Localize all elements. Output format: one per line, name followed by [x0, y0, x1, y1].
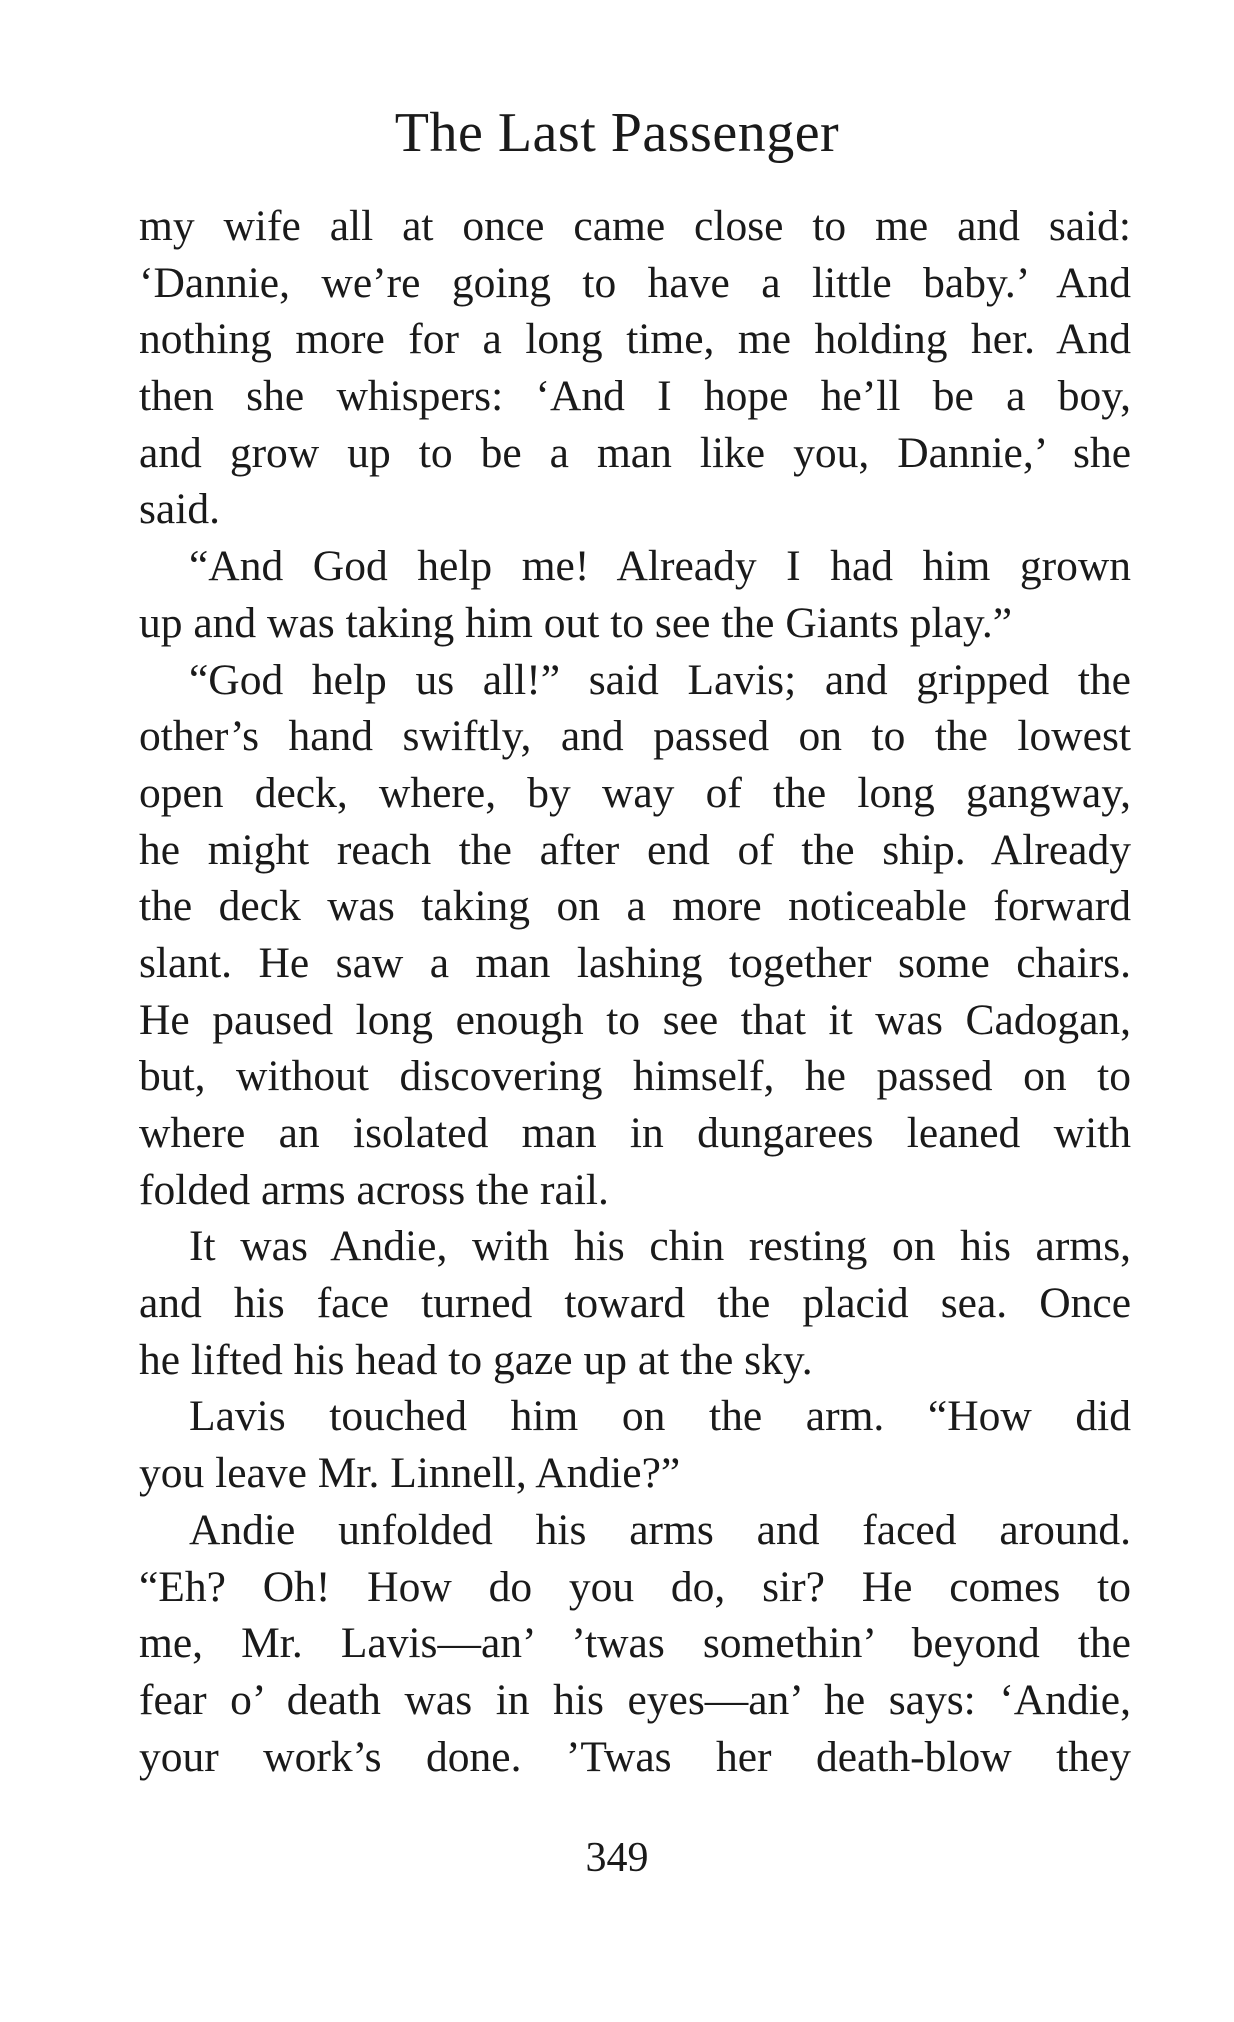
text-line: nothing more for a long time, me holding her. And: [139, 315, 1131, 364]
text-line: ‘Dannie, we’re going to have a little baby.’ And: [139, 258, 1131, 307]
text-line: you leave Mr. Linnell, Andie?”: [139, 1449, 681, 1498]
body-text: [139, 198, 1131, 1785]
text-line: other’s hand swiftly, and passed on to the lowest: [139, 712, 1131, 761]
text-line: He paused long enough to see that it was Cadogan,: [139, 995, 1131, 1044]
text-line: folded arms across the rail.: [139, 1165, 609, 1214]
text-line: open deck, where, by way of the long gangway,: [139, 768, 1131, 817]
text-line: up and was taking him out to see the Giants play.”: [139, 598, 1013, 647]
page-number: 349: [585, 1835, 649, 1881]
text-line: Andie unfolded his arms and faced around.: [189, 1505, 1131, 1554]
text-line: then she whispers: ‘And I hope he’ll be a boy,: [139, 372, 1131, 421]
text-line: he might reach the after end of the ship. Already: [139, 825, 1131, 874]
running-title: The Last Passenger: [394, 102, 840, 164]
text-line: slant. He saw a man lashing together some chairs.: [139, 938, 1131, 987]
text-line: where an isolated man in dungarees leaned with: [139, 1109, 1131, 1157]
text-line: said.: [139, 485, 220, 534]
text-line: and his face turned toward the placid sea. Once: [139, 1279, 1131, 1328]
text-line: “And God help me! Already I had him grown: [189, 542, 1131, 591]
text-line: fear o’ death was in his eyes—an’ he says: ‘Andie,: [139, 1675, 1131, 1724]
text-line: the deck was taking on a more noticeable forward: [139, 882, 1131, 931]
text-line: but, without discovering himself, he passed on to: [139, 1052, 1131, 1101]
text-line: he lifted his head to gaze up at the sky.: [139, 1335, 813, 1384]
text-line: “Eh? Oh! How do you do, sir? He comes to: [139, 1562, 1131, 1611]
text-line: “God help us all!” said Lavis; and gripped the: [189, 655, 1131, 704]
text-line: and grow up to be a man like you, Dannie,’ she: [139, 428, 1131, 477]
text-line: me, Mr. Lavis—an’ ’twas somethin’ beyond the: [139, 1619, 1131, 1668]
text-line: your work’s done. ’Twas her death-blow they: [139, 1732, 1131, 1781]
text-line: my wife all at once came close to me and said:: [139, 202, 1131, 250]
text-line: Lavis touched him on the arm. “How did: [189, 1392, 1131, 1441]
text-line: It was Andie, with his chin resting on his arms,: [189, 1222, 1131, 1271]
